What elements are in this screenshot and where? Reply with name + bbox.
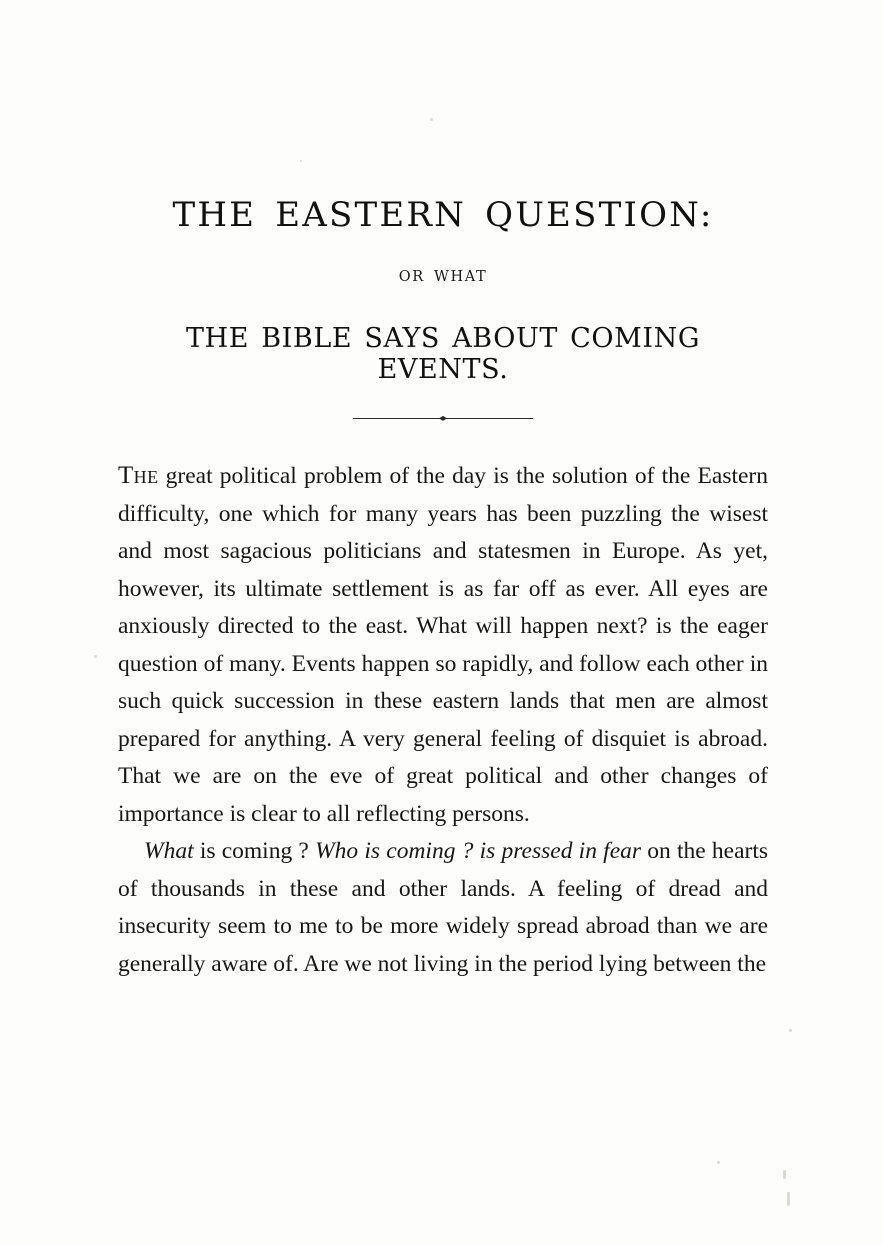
document-body [118,195,768,983]
paper-speck [789,1029,792,1032]
page-title: THE EASTERN QUESTION: [172,195,714,235]
paper-speck [430,118,433,121]
page-subtitle: THE BIBLE SAYS ABOUT COMING EVENTS. [185,323,701,385]
paragraph-1 [118,457,768,833]
divider-rule-icon [353,418,533,419]
section-divider [118,409,768,423]
paragraph-2-segment-who: Who [315,838,359,864]
paragraph-1-text: great political problem of the day is the solution of the Eastern difficulty, one which for many years has been puzzling the wisest and most sagacious politicians and statesmen in Europe. As yet, however, its ultimate settlement is as far off as ever. All eyes are anxiously directed to the east. What will happen next? is the eager question of many. Events happen so rapidly, and follow each other in such quick succession in these eastern lands that men are almost prepared for anything. A very general feeling of disquiet is abroad. That we are on the eve of great political and other changes of importance is clear to all reflecting persons. [118,463,768,827]
paragraph-2-segment-is-pressed: is coming ? is pressed in fear [358,838,642,864]
paragraph-2 [118,833,768,983]
paper-speck [94,655,97,658]
paper-speck [300,160,302,162]
paragraph-1-lead: The [118,462,159,489]
paragraph-2-segment-what: What [144,838,194,864]
paper-speck [783,1170,786,1179]
title-connector: OR WHAT [398,269,488,285]
paragraph-2-segment-is-coming: is coming ? [193,838,316,864]
paper-speck [787,1192,790,1206]
paragraph-2-segment-rest: on the hearts of thousands in these and other lands. A feeling of dread and insecurity seem to me to be more widely spread abroad than we are generally aware of. Are we not living in the period lying between the [118,838,769,977]
paper-speck [717,1161,720,1164]
